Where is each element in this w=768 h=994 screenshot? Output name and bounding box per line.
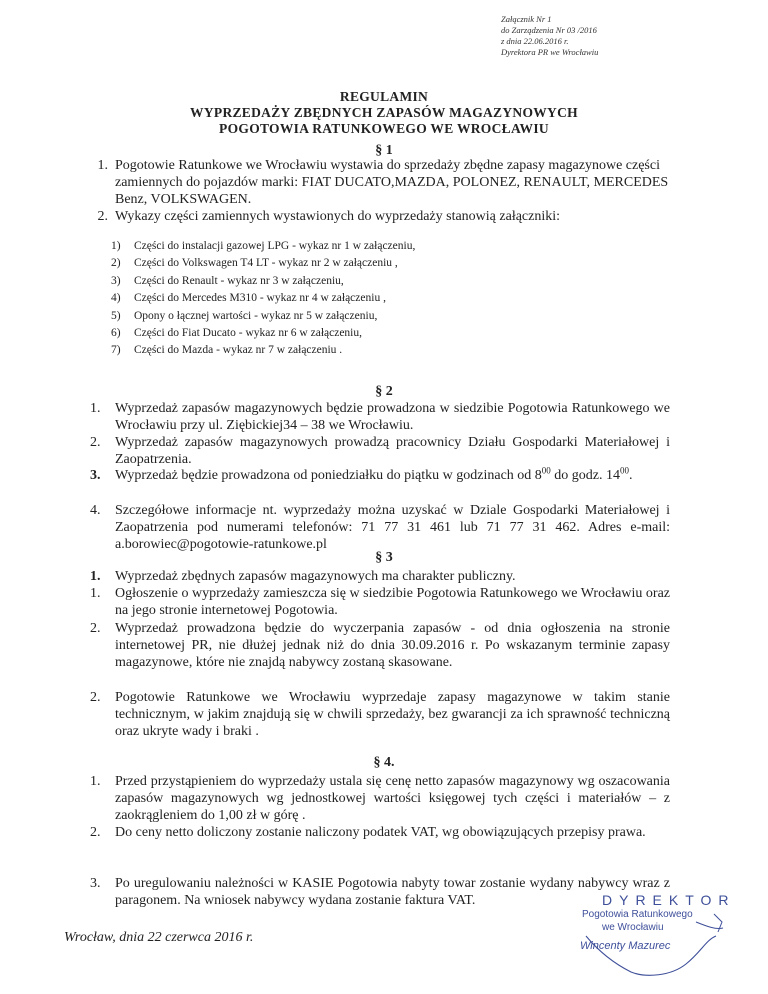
place-and-date: Wrocław, dnia 22 czerwca 2016 r. — [64, 930, 254, 945]
list-item-number: 6) — [111, 327, 121, 340]
list-item-text: Części do Volkswagen T4 LT - wykaz nr 2 w załączeniu , — [134, 257, 398, 270]
item-text: Wyprzedaż zapasów magazynowych będzie prowadzona w siedzibie Pogotowia Ratunkowego we Wrocławiu przy ul. Ziębickiej34 – 38 we Wrocławiu. — [115, 401, 670, 433]
item-number: 2. — [90, 825, 101, 840]
item-text: Przed przystąpieniem do wyprzedaży ustala się cenę netto zapasów magazynowy wg oszacowania zapasów magazynowych wg jednostkowej wartości księgowej tych części i materiałów – z zaokrągleniem do 1,00 zł w górę . — [115, 774, 670, 823]
section-4-heading: § 4. — [373, 755, 395, 770]
list-item-text: Części do Mazda - wykaz nr 7 w załączeniu . — [134, 344, 343, 357]
section-1-item — [97, 208, 670, 225]
section-1-item — [97, 157, 670, 208]
item-text-start: Wyprzedaż będzie prowadzona od poniedziałku do piątku w godzinach od 8 — [115, 468, 542, 483]
section-2-item — [90, 465, 670, 484]
item-number: 2. — [90, 690, 101, 705]
list-item-number: 4) — [111, 292, 121, 305]
title-line: WYPRZEDAŻY ZBĘDNYCH ZAPASÓW MAGAZYNOWYCH — [190, 105, 578, 120]
section-1-heading: § 1 — [375, 143, 393, 158]
item-number: 1. — [90, 774, 101, 789]
attachment-note — [501, 14, 598, 58]
item-number: 1. — [90, 569, 101, 584]
list-item-number: 2) — [111, 257, 121, 270]
list-item-text: Części do Fiat Ducato - wykaz nr 6 w załączeniu, — [134, 327, 362, 340]
section-3-item — [90, 568, 670, 585]
section-4-item — [90, 824, 670, 841]
list-item-number: 5) — [111, 309, 121, 322]
section-3-item — [90, 585, 670, 619]
section-2-item — [90, 434, 670, 468]
item-number: 2. — [97, 209, 108, 224]
item-text: Wyprzedaż prowadzona będzie do wyczerpania zapasów - od dnia ogłoszenia na stronie internetowej PR, nie dłużej jednak niż do dnia 30.09.2016 r. Po wskazanym terminie zapasy magazynowe, które nie znajdą nabywcy zostaną skasowane. — [115, 621, 670, 670]
title-line: REGULAMIN — [339, 89, 429, 104]
item-text: Wyprzedaż zbędnych zapasów magazynowych ma charakter publiczny. — [115, 569, 516, 584]
list-item-text: Części do Renault - wykaz nr 3 w załączeniu, — [134, 274, 344, 287]
item-text: Ogłoszenie o wyprzedaży zamieszcza się w siedzibie Pogotowia Ratunkowego we Wrocławiu oraz na jego stronie internetowej Pogotowia. — [115, 586, 670, 618]
list-item-text: Części do instalacji gazowej LPG - wykaz nr 1 w załączeniu, — [134, 240, 416, 252]
attachment-note-line: z dnia 22.06.2016 r. — [501, 36, 569, 46]
section-4-item — [90, 773, 670, 824]
item-number: 1. — [90, 401, 101, 416]
section-2-item — [90, 502, 670, 553]
director-stamp — [576, 892, 736, 982]
item-text: Pogotowie Ratunkowe we Wrocławiu wyprzedaje zapasy magazynowe w takim stanie technicznym, w jakim znajdują się w chwili sprzedaży, bez gwarancji za ich sprawność techniczną oraz ukryte wady i braki . — [115, 690, 670, 739]
section-3-item — [90, 620, 670, 671]
item-number: 4. — [90, 503, 101, 518]
stamp-institution: Pogotowia Ratunkowego — [582, 909, 693, 920]
title-line: POGOTOWIA RATUNKOWEGO WE WROCŁAWIU — [219, 121, 549, 136]
signature-scribble — [576, 892, 726, 982]
list-item — [111, 273, 415, 290]
item-text: Wyprzedaż zapasów magazynowych prowadzą pracownicy Działu Gospodarki Materiałowej i Zaopatrzenia. — [115, 435, 670, 467]
item-text: Do ceny netto doliczony zostanie naliczony podatek VAT, wg obowiązujących przepisy prawa. — [115, 825, 646, 840]
list-item — [111, 308, 415, 325]
stamp-city: we Wrocławiu — [602, 922, 664, 933]
item-text: Wykazy części zamiennych wystawionych do wyprzedaży stanowią załączniki: — [115, 209, 561, 224]
list-item — [111, 290, 415, 307]
section-2-item — [90, 400, 670, 434]
attachment-note-line: Dyrektora PR we Wrocławiu — [501, 47, 599, 57]
item-number: 2. — [90, 621, 101, 636]
superscript: 00 — [620, 465, 629, 476]
section-3-heading: § 3 — [375, 550, 393, 565]
list-item-text: Części do Mercedes M310 - wykaz nr 4 w załączeniu , — [134, 292, 386, 305]
attachment-note-line: do Zarządzenia Nr 03 /2016 — [501, 25, 597, 35]
item-text: Szczegółowe informacje nt. wyprzedaży można uzyskać w Dziale Gospodarki Materiałowej i Zaopatrzenia pod numerami telefonów: 71 77 31 461 lub 71 77 31 462. Adres e-mail: a.borowiec@pogotowie-ratunkowe.pl — [115, 503, 670, 552]
item-number: 1. — [90, 586, 101, 601]
document-title — [0, 89, 768, 137]
item-text-mid: do godz. 14 — [550, 468, 620, 483]
attachments-list — [111, 238, 415, 360]
item-number: 1. — [97, 158, 108, 173]
item-text: Po uregulowaniu należności w KASIE Pogotowia nabyty towar zostanie wydany nabywcy wraz z paragonem. Na wniosek nabywcy wydana zostanie faktura VAT. — [115, 876, 670, 908]
list-item — [111, 325, 415, 342]
list-item-text: Opony o łącznej wartości - wykaz nr 5 w załączeniu, — [134, 309, 378, 322]
item-text-end: . — [629, 468, 633, 483]
list-item-number: 3) — [111, 274, 121, 287]
list-item — [111, 342, 415, 359]
stamp-title: DYREKTOR — [602, 892, 736, 908]
list-item — [111, 255, 415, 272]
list-item — [111, 238, 415, 255]
list-item-number: 7) — [111, 344, 121, 357]
section-3-item — [90, 689, 670, 740]
section-2-heading: § 2 — [375, 384, 393, 399]
item-number: 3. — [90, 876, 101, 891]
item-number: 3. — [90, 468, 101, 483]
attachment-note-line: Załącznik Nr 1 — [501, 14, 552, 24]
list-item-number: 1) — [111, 240, 121, 252]
item-text: Pogotowie Ratunkowe we Wrocławiu wystawia do sprzedaży zbędne zapasy magazynowe części zamiennych do pojazdów marki: FIAT DUCATO,MAZDA, POLONEZ, RENAULT, MERCEDES Benz, VOLKSWAGEN. — [115, 158, 669, 207]
stamp-signatory: Wincenty Mazurec — [580, 940, 671, 952]
item-number: 2. — [90, 435, 101, 450]
superscript: 00 — [541, 465, 551, 476]
